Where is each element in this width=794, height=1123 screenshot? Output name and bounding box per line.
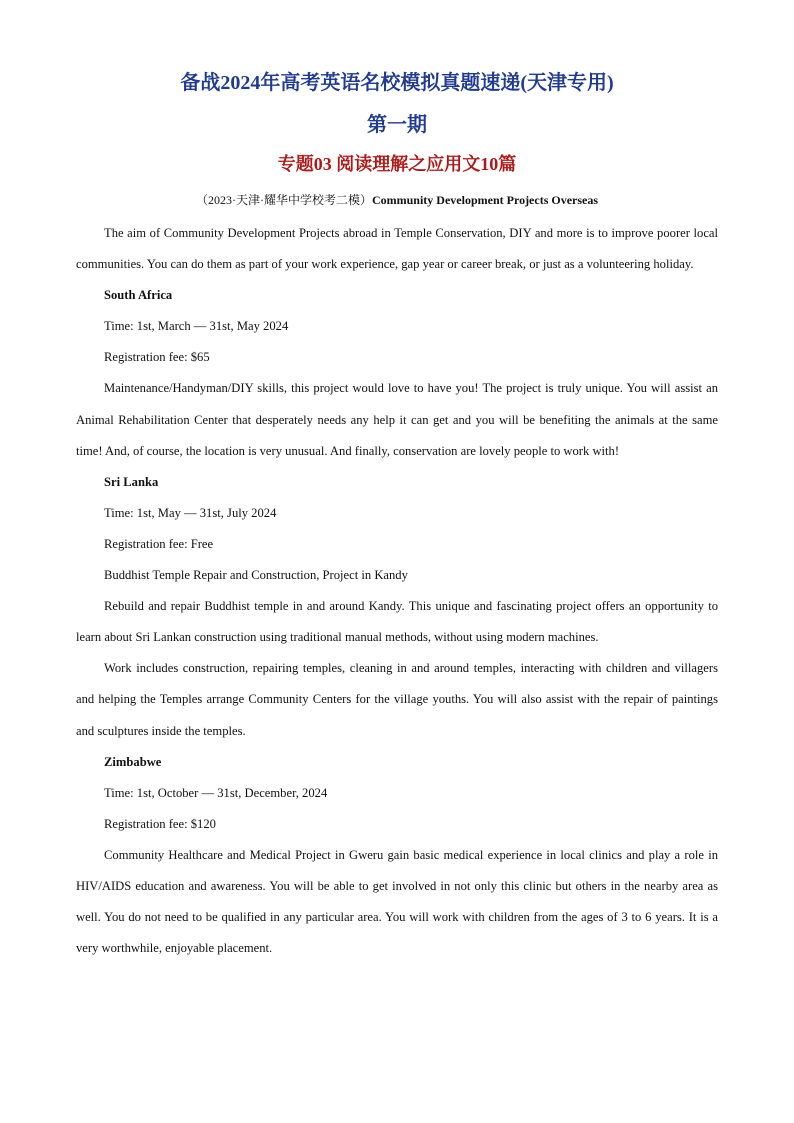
section-heading-zimbabwe: Zimbabwe — [104, 754, 162, 769]
topic-title: 专题03 阅读理解之应用文10篇 — [277, 154, 517, 174]
section-paragraph: Community Healthcare and Medical Project in Gweru gain basic medical experience in local clinics and play a role in HIV/AIDS education and awareness. You will be able to get involved in not only this clinic but others in the nearby area as well. You do not need to be qualified in any particular area. You will work with children from the ages of 3 to 6 years. It is a very worthwhile, enjoyable placement. — [76, 847, 718, 956]
section-fee: Registration fee: $120 — [104, 816, 216, 831]
passage-body — [76, 218, 718, 964]
main-title: 备战2024年高考英语名校模拟真题速递(天津专用) — [180, 72, 614, 94]
passage-source: （2023·天津·耀华中学校考二模） — [195, 193, 372, 207]
section-paragraph: Maintenance/Handyman/DIY skills, this project would love to have you! The project is truly unique. You will assist an Animal Rehabilitation Center that desperately needs any help it can get and you will be benefiting the animals at the same time! And, of course, the location is very unusual. And finally, conservation are lovely people to work with! — [76, 381, 718, 458]
section-heading-south-africa: South Africa — [104, 288, 173, 303]
section-time: Time: 1st, October — 31st, December, 2024 — [104, 785, 328, 800]
section-time: Time: 1st, March — 31st, May 2024 — [104, 319, 289, 334]
section-paragraph: Rebuild and repair Buddhist temple in and around Kandy. This unique and fascinating project offers an opportunity to learn about Sri Lankan construction using traditional manual methods, without using modern machines. — [76, 599, 718, 645]
passage-heading — [0, 191, 794, 208]
section-fee: Registration fee: $65 — [104, 350, 210, 365]
passage-title: Community Development Projects Overseas — [371, 193, 599, 207]
section-paragraph: Buddhist Temple Repair and Construction, Project in Kandy — [104, 568, 408, 583]
issue-title: 第一期 — [367, 114, 427, 136]
section-paragraph: Work includes construction, repairing temples, cleaning in and around temples, interacting with children and villagers and helping the Temples arrange Community Centers for the village youths. You will also assist with the repair of paintings and sculptures inside the temples. — [76, 661, 718, 738]
section-time: Time: 1st, May — 31st, July 2024 — [104, 505, 277, 520]
section-fee: Registration fee: Free — [104, 536, 214, 551]
intro-paragraph: The aim of Community Development Projects abroad in Temple Conservation, DIY and more is to improve poorer local communities. You can do them as part of your work experience, gap year or career break, or just as a volunteering holiday. — [76, 226, 718, 272]
section-heading-sri-lanka: Sri Lanka — [104, 474, 159, 489]
